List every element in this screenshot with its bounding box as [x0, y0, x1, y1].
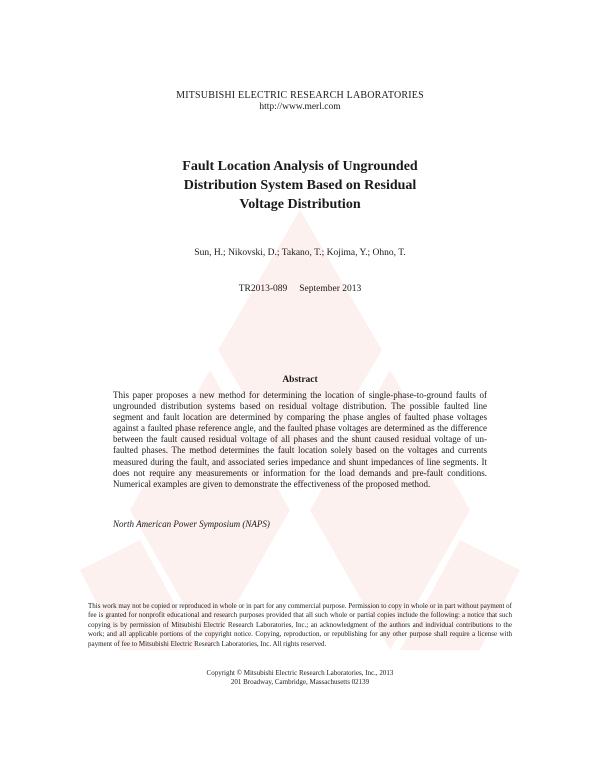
venue: North American Power Symposium (NAPS)	[113, 519, 270, 529]
abstract-text: This paper proposes a new method for determining the location of single-phase-to-ground faults of ungrounded distribution systems based on residual voltage distribution. The possible faulted line segment and fault location are determined by comparing the phase angles of faulted phase voltages against a faulted phase reference angle, and the faulted phase voltages are determined as the difference between the fault caused residual voltage of all phases and the shunt caused residual voltage of un-faulted phases. The method determines the fault location solely based on the voltages and currents measured during the fault, and associated series impedance and shunt impedances of line segments. It does not require any measurements or information for the load demands and pre-fault conditions. Numerical examples are given to demonstrate the effectiveness of the proposed method.	[113, 390, 487, 489]
paper-title	[150, 157, 450, 214]
copyright-block	[0, 669, 600, 688]
report-number: TR2013-089	[238, 284, 288, 294]
copyright-line: Copyright © Mitsubishi Electric Research Laboratories, Inc., 2013	[206, 669, 394, 677]
authors: Sun, H.; Nikovski, D.; Takano, T.; Kojima, Y.; Ohno, T.	[194, 248, 406, 258]
title-line: Voltage Distribution	[239, 197, 361, 212]
title-line: Distribution System Based on Residual	[183, 178, 417, 193]
copyright-notice: This work may not be copied or reproduced in whole or in part for any commercial purpose. Permission to copy in whole or in part without payment of fee is granted for nonprofit educational and research purposes provided that all such whole or partial copies include the following: a notice that such copying is by permission of Mitsubishi Electric Research Laboratories, Inc.; an acknowledgment of the authors and individual contributions to the work; and all applicable portions of the copyright notice. Copying, reproduction, or republishing for any other purpose shall require a license with payment of fee to Mitsubishi Electric Research Laboratories, Inc. All rights reserved.	[88, 602, 512, 648]
lab-name: MITSUBISHI ELECTRIC RESEARCH LABORATORIES	[176, 90, 424, 101]
lab-url[interactable]: http://www.merl.com	[259, 102, 341, 112]
report-info	[0, 284, 600, 294]
address: 201 Broadway, Cambridge, Massachusetts 02139	[230, 678, 370, 687]
title-line: Fault Location Analysis of Ungrounded	[182, 159, 418, 174]
abstract-heading: Abstract	[282, 375, 318, 385]
report-date: September 2013	[299, 284, 362, 294]
